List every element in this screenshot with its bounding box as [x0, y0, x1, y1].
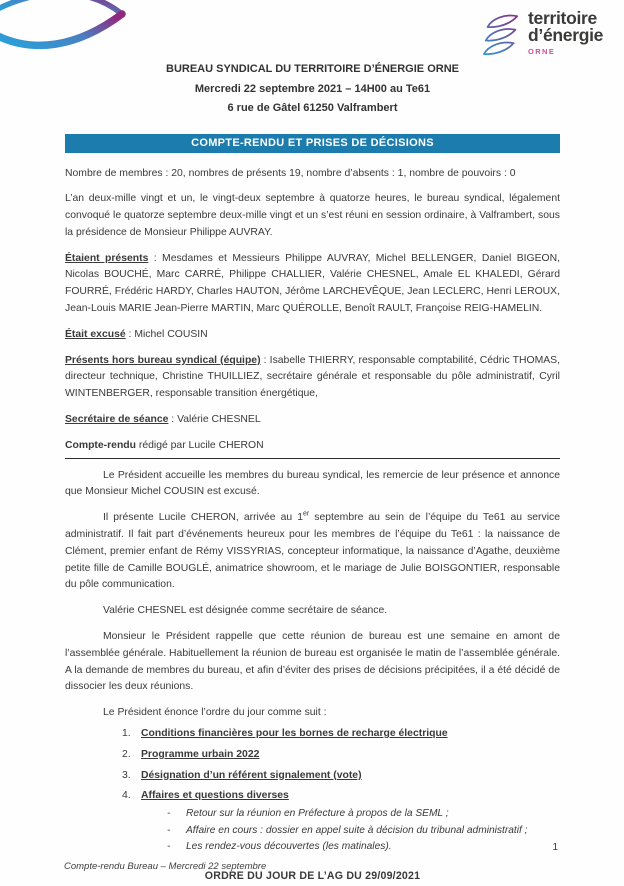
brand-name-line2: d’énergie — [528, 24, 604, 45]
document-title: BUREAU SYNDICAL DU TERRITOIRE D’ÉNERGIE ORNE — [166, 63, 459, 75]
agenda-item-number: 4. — [122, 790, 131, 802]
redaction-label: Compte-rendu — [65, 439, 136, 451]
paragraph-meeting-context: Monsieur le Président rappelle que cette réunion de bureau est une semaine en amont de l’assemblée générale. Habituellement la réunion de bureau est organisée le matin de l’assemblée générale. A la demande de membres du bureau, et afin d’éviter des prises de décisions précipitées, il a été décidé de dissocier les deux réunions. — [65, 631, 560, 693]
document-body — [65, 60, 560, 882]
ordinal-superscript: er — [303, 510, 310, 518]
agenda-list — [65, 726, 560, 855]
paragraph-agenda-intro: Le Président énonce l’ordre du jour comme suit : — [103, 707, 327, 719]
agenda-item-number: 1. — [122, 728, 131, 740]
compte-rendu-banner: COMPTE-RENDU ET PRISES DE DÉCISIONS — [65, 134, 560, 153]
agenda-item-number: 3. — [122, 769, 131, 781]
excused-name: : Michel COUSIN — [125, 328, 208, 340]
attendees-paragraph — [65, 251, 560, 318]
dash-bullet: - — [167, 841, 171, 853]
agenda-item-2 — [65, 747, 560, 764]
paragraph-welcome: Le Président accueille les membres du bureau syndical, les remercie de leur présence et annonce que Monsieur Michel COUSIN est excusé. — [65, 469, 560, 498]
excused-label: Était excusé — [65, 328, 126, 340]
agenda-sub-item-label: Les rendez-vous découvertes (les matinales). — [186, 841, 392, 853]
secretary-label: Secrétaire de séance — [65, 414, 169, 426]
agenda-item-4 — [65, 788, 560, 805]
team-label: Présents hors bureau syndical (équipe) — [65, 354, 261, 366]
agenda-item-label: Conditions financières pour les bornes de recharge électrique — [141, 728, 448, 740]
excused-paragraph — [65, 327, 560, 344]
team-list: : Isabelle THIERRY, responsable comptabilité, Cédric THOMAS, directeur technique, Christine THUILLIEZ, secrétaire générale et responsable du pôle administratif, Cyril WINTENBERGER, responsable transition énergétique, — [65, 354, 560, 400]
present-label: Étaient présents — [65, 252, 149, 264]
brand-region-label: ORNE — [528, 47, 556, 56]
territoire-energie-leaves-icon — [483, 12, 519, 60]
paragraph-presentation — [65, 510, 560, 594]
dash-bullet: - — [167, 808, 171, 820]
paragraph-secretary-designation: Valérie CHESNEL est désignée comme secrétaire de séance. — [103, 605, 388, 617]
brand-wordmark — [528, 10, 603, 56]
team-paragraph — [65, 353, 560, 403]
next-meeting-heading: ORDRE DU JOUR DE L’AG DU 29/09/2021 — [204, 869, 421, 882]
brand-name-line1: territoire — [528, 8, 597, 28]
page-number: 1 — [552, 842, 558, 853]
document-date-line: Mercredi 22 septembre 2021 – 14H00 au Te61 — [194, 82, 431, 95]
agenda-sub-item-3 — [65, 839, 560, 855]
agenda-item-1 — [65, 726, 560, 743]
present-list: : Mesdames et Messieurs Philippe AUVRAY, Michel BELLENGER, Daniel BIGEON, Nicolas BOUCHÉ, Marc CARRÉ, Philippe CHALLIER, Valérie CHESNEL, Amale EL KHALEDI, Gérard FOURRÉ, Frédéric HARDY, Charles HAUTON, Jérôme LARCHEVÊQUE, Jean LECLERC, Henri LEROUX, Jean-Louis MARIE Jean-Pierre MARTIN, Marc QUÉROLLE, Benoît RAULT, Françoise REIG-HAMELIN. — [65, 252, 560, 315]
brand-logo — [483, 10, 603, 60]
presentation-text-start: Il présente Lucile CHERON, arrivée au 1 — [103, 512, 303, 524]
agenda-sub-item-label: Retour sur la réunion en Préfecture à propos de la SEML ; — [186, 808, 449, 820]
opening-paragraph: L’an deux-mille vingt et un, le vingt-deux septembre à quatorze heures, le bureau syndical, légalement convoqué le quatorze septembre deux-mille vingt et un s’est réuni en session ordinaire, à Valframbert, sous la présidence de Monsieur Philippe AUVRAY. — [65, 193, 560, 238]
divider-line — [65, 458, 560, 459]
agenda-item-label: Désignation d’un référent signalement (vote) — [141, 769, 362, 781]
brand-leaf-decoration-icon — [0, 0, 128, 58]
document-address-line: 6 rue de Gâtel 61250 Valframbert — [227, 102, 398, 114]
agenda-sub-item-2 — [65, 823, 560, 839]
footer-note: Compte-rendu Bureau – Mercredi 22 septembre — [64, 861, 267, 872]
title-block — [65, 60, 560, 119]
members-count-line: Nombre de membres : 20, nombres de présents 19, nombre d’absents : 1, nombre de pouvoirs : 0 — [65, 167, 516, 179]
presentation-text-end: septembre au sein de l’équipe du Te61 au service administratif. Il fait part d’événements heureux pour les membres de l’équipe du Te61 : la naissance de Clément, premier enfant de Rémy VISSYRIAS, concepteur informatique, la naissance d’Agathe, deuxième petite fille de Camille BOUGLÉ, animatrice showroom, et le mariage de Julie BOISGONTIER, responsable du pôle communication. — [65, 512, 560, 591]
secretary-paragraph — [65, 412, 560, 429]
redaction-author: rédigé par Lucile CHERON — [136, 439, 264, 451]
agenda-sub-item-1 — [65, 806, 560, 822]
agenda-item-3 — [65, 768, 560, 785]
dash-bullet: - — [167, 824, 171, 836]
agenda-sub-item-label: Affaire en cours : dossier en appel suite à décision du tribunal administratif ; — [186, 824, 528, 836]
agenda-item-label: Affaires et questions diverses — [141, 790, 289, 802]
secretary-name: : Valérie CHESNEL — [168, 414, 261, 426]
redaction-paragraph — [65, 438, 560, 455]
agenda-item-number: 2. — [122, 748, 131, 760]
agenda-item-label: Programme urbain 2022 — [141, 748, 260, 760]
